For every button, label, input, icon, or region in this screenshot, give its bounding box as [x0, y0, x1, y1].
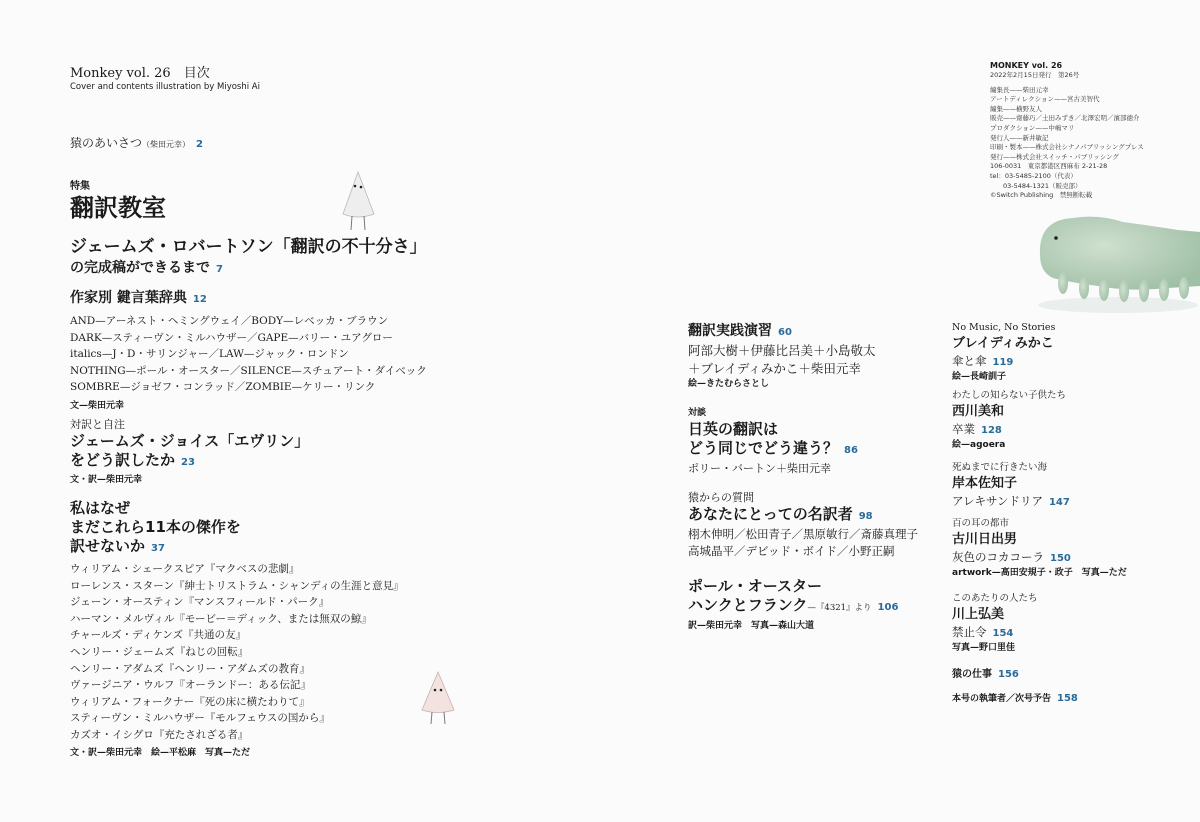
list-item: ヘンリー・アダムズ『ヘンリー・アダムズの教育』	[70, 662, 311, 675]
toc-entry-great-translators[interactable]	[688, 491, 918, 560]
series-kicker: No Music, No Stories	[952, 322, 1056, 333]
colophon-line: 販売——齋藤巧／土田みずき／北澤宏明／濱部徳介	[990, 114, 1140, 123]
series-title: 傘と傘	[952, 354, 987, 368]
greeting-page: 2	[196, 139, 203, 150]
colophon-line: 編集——横野友人	[990, 104, 1042, 113]
toc-entry-eveline[interactable]	[70, 418, 309, 487]
middle-a1-line1: 阿部大樹＋伊藤比呂美＋小島敬太	[688, 343, 876, 358]
series-title: アレキサンドリア	[952, 494, 1043, 508]
middle-a2-names: ポリー・バートン＋柴田元幸	[688, 462, 831, 475]
series-title: 禁止令	[952, 625, 987, 639]
ghost-figure-bottom	[418, 668, 458, 728]
list-item: ジェーン・オースティン『マンスフィールド・パーク』	[70, 596, 330, 609]
colophon-line: 編集長——柴田元幸	[990, 85, 1049, 94]
article2-title: 作家別 鍵言葉辞典	[70, 290, 187, 306]
toc-entry-dialogue[interactable]	[688, 407, 858, 478]
colophon-line: 発行人——新井敏記	[990, 133, 1049, 142]
article4-line2: まだこれら11本の傑作を	[70, 518, 241, 536]
middle-a3-line2: 高城晶平／デビッド・ボイド／小野正嗣	[688, 544, 895, 558]
toc-entry-greeting[interactable]	[70, 134, 203, 151]
middle-a4-suffix: —『4321』より	[807, 603, 872, 613]
series-kicker: このあたりの人たち	[952, 593, 1038, 604]
toc-entry-contributors[interactable]	[952, 691, 1078, 704]
middle-a3-line1: 栩木伸明／松田青子／黒原敏行／斎藤真理子	[688, 527, 918, 541]
article3-line2: をどう訳したか	[70, 451, 176, 469]
caterpillar	[1018, 200, 1200, 320]
series-title: 卒業	[952, 422, 975, 436]
middle-a1-line2: ＋ブレイディみかこ＋柴田元幸	[688, 361, 861, 376]
middle-a2-kicker: 対談	[688, 408, 707, 418]
greeting-author: （柴田元幸）	[142, 140, 191, 149]
series-author: 西川美和	[952, 404, 1005, 419]
colophon-line: 106-0031 東京都港区西麻布 2-21-28	[990, 162, 1108, 171]
colophon-title: MONKEY vol. 26	[990, 61, 1063, 70]
feature-kicker: 特集	[70, 181, 90, 192]
colophon-line: 2022年2月15日発行 第26号	[990, 71, 1080, 79]
colophon-line: tel：03-5485-2100（代表）	[990, 171, 1077, 180]
series-page: 154	[992, 628, 1014, 639]
toc-entry-series-5[interactable]	[952, 593, 1038, 655]
middle-a3-page: 98	[858, 511, 873, 522]
feature-title: 翻訳教室	[70, 194, 166, 222]
next-page: 158	[1057, 693, 1078, 704]
middle-a1-page: 60	[778, 327, 792, 338]
series-author: 川上弘美	[952, 607, 1005, 622]
illustration-credit: Cover and contents illustration by Miyoshi Ai	[70, 82, 260, 92]
list-item: スティーヴン・ミルハウザー『モルフェウスの国から』	[70, 712, 330, 725]
colophon-line: プロダクション——中嶋マリ	[990, 123, 1075, 132]
series-kicker: わたしの知らない子供たち	[952, 390, 1067, 401]
toc-entry-series-2[interactable]	[952, 390, 1066, 452]
middle-a2-line1: 日英の翻訳は	[688, 420, 779, 438]
toc-entry-translation-practice[interactable]	[688, 322, 876, 391]
middle-a3-title: あなたにとっての名訳者	[688, 505, 853, 523]
article1-line2: の完成稿ができるまで	[70, 260, 210, 276]
toc-entry-keyword-dictionary[interactable]	[70, 289, 427, 413]
article3-page: 23	[181, 457, 195, 468]
middle-a4-credit: 訳—柴田元幸 写真—森山大道	[688, 621, 815, 631]
list-item: ヘンリー・ジェームズ『ねじの回転』	[70, 645, 249, 658]
middle-a2-page: 86	[844, 445, 858, 456]
article4-credit: 文・訳—柴田元幸 絵—平松麻 写真—ただ	[70, 747, 251, 758]
list-item: DARK—スティーヴン・ミルハウザー／GAPE—バリー・ユアグロー	[70, 331, 393, 344]
list-item: SOMBRE—ジョゼフ・コンラッド／ZOMBIE—ケリー・リンク	[70, 381, 376, 394]
middle-a4-line1: ポール・オースター	[688, 577, 822, 595]
series-credit: artwork—高田安規子・政子 写真—ただ	[952, 568, 1127, 578]
list-item: ハーマン・メルヴィル『モービー＝ディック、または無双の鯨』	[70, 612, 372, 625]
colophon-line: ©Switch Publishing 禁無断転載	[990, 191, 1093, 200]
list-item: ローレンス・スターン『紳士トリストラム・シャンディの生涯と意見』	[70, 579, 404, 592]
series-credit: 絵—agoera	[952, 440, 1006, 450]
colophon	[990, 60, 1144, 201]
series-kicker: 死ぬまでに行きたい海	[952, 462, 1048, 473]
article4-page: 37	[151, 543, 165, 554]
series-author: 岸本佐知子	[952, 476, 1018, 491]
article2-credit: 文—柴田元幸	[70, 400, 125, 411]
series-author: ブレイディみかこ	[952, 336, 1054, 351]
work-title: 猿の仕事	[952, 669, 992, 680]
list-item: カズオ・イシグロ『充たされざる者』	[70, 728, 249, 741]
article4-line1: 私はなぜ	[70, 499, 131, 517]
series-page: 128	[981, 425, 1002, 436]
list-item: ウィリアム・フォークナー『死の床に横たわりて』	[70, 695, 310, 708]
middle-a2-line2: どう同じでどう違う？	[688, 439, 839, 457]
article1-page: 7	[216, 264, 223, 275]
series-page: 147	[1048, 497, 1070, 508]
colophon-line: アートディレクション——宮古美智代	[990, 95, 1100, 104]
series-title: 灰色のコカコーラ	[952, 550, 1044, 564]
series-author: 古川日出男	[952, 532, 1018, 547]
series-page: 119	[992, 357, 1014, 368]
toc-entry-untranslatable[interactable]	[70, 499, 404, 760]
series-kicker: 百の耳の都市	[952, 518, 1010, 529]
article3-line1: ジェームズ・ジョイス「エヴリン」	[70, 432, 310, 450]
ghost-figure-top	[338, 170, 378, 232]
colophon-line: 発行——株式会社スイッチ・パブリッシング	[990, 152, 1119, 161]
colophon-line: 03-5484-1321（販売部）	[990, 181, 1082, 190]
middle-a1-credit: 絵—きたむらさとし	[688, 379, 770, 389]
greeting-title: 猿のあいさつ	[70, 136, 143, 150]
list-item: チャールズ・ディケンズ『共通の友』	[70, 629, 246, 642]
toc-entry-series-1[interactable]	[952, 322, 1055, 384]
next-title: 本号の執筆者／次号予告	[952, 694, 1052, 704]
article3-credit: 文・訳—柴田元幸	[70, 475, 143, 485]
toc-entry-series-3[interactable]	[952, 462, 1070, 511]
list-item: AND—アーネスト・ヘミングウェイ／BODY—レベッカ・ブラウン	[70, 315, 389, 327]
article3-kicker: 対訳と自注	[70, 418, 125, 431]
middle-a4-page: 106	[877, 602, 899, 613]
list-item: italics—J・D・サリンジャー／LAW—ジャック・ロンドン	[70, 348, 349, 361]
middle-a1-title: 翻訳実践演習	[688, 323, 772, 339]
list-item: ウィリアム・シェークスピア『マクベスの悲劇』	[70, 563, 300, 575]
toc-entry-series-4[interactable]	[952, 518, 1127, 580]
middle-a4-line2: ハンクとフランク	[688, 596, 808, 614]
article1-line1: ジェームズ・ロバートソン「翻訳の不十分さ」	[70, 237, 427, 257]
toc-entry-robertson[interactable]	[70, 236, 427, 279]
series-credit: 写真—野口里佳	[952, 643, 1016, 653]
series-page: 150	[1050, 553, 1071, 564]
toc-entry-monkey-work[interactable]	[952, 665, 1019, 680]
series-credit: 絵—長崎訓子	[952, 372, 1007, 382]
middle-a3-kicker: 猿からの質問	[688, 491, 754, 504]
list-item: ヴァージニア・ウルフ『オーランドー：ある伝記』	[70, 679, 311, 692]
work-page: 156	[998, 669, 1019, 680]
colophon-line: 印刷・製本——株式会社シナノパブリッシングプレス	[990, 143, 1144, 152]
toc-header-title: Monkey vol. 26 目次	[70, 66, 210, 81]
article2-page: 12	[192, 294, 207, 305]
toc-entry-auster[interactable]	[688, 577, 898, 633]
article4-line3: 訳せないか	[70, 537, 146, 555]
list-item: NOTHING—ポール・オースター／SILENCE—スチュアート・ダイベック	[70, 364, 427, 377]
